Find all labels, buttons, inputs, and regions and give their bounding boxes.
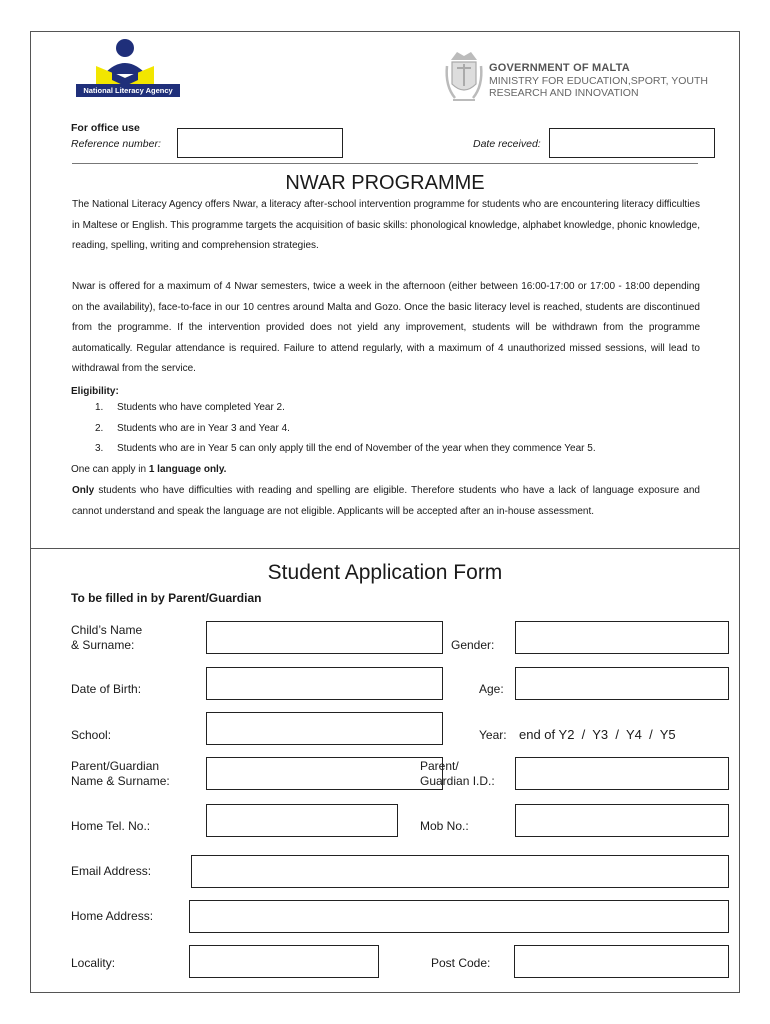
- locality-input[interactable]: [189, 945, 379, 978]
- parent-id-label-line2: Guardian I.D.:: [420, 774, 495, 788]
- mob-input[interactable]: [515, 804, 729, 837]
- school-label: School:: [71, 728, 112, 742]
- child-name-input[interactable]: [206, 621, 443, 654]
- eligibility-item: Students who are in Year 5 can only apply till the end of November of the year when they commence Year 5.: [117, 443, 596, 454]
- section-divider: [30, 548, 740, 549]
- programme-intro-paragraph: The National Literacy Agency offers Nwar, a literacy after-school intervention programme for students who are encountering literacy difficulties in Maltese or English. This programme targets the acquisition of basic skills: phonological knowledge, alphabet knowledge, phonic knowledge, reading, spelling, writing and comprehension strategies.: [72, 199, 700, 251]
- programme-details-paragraph: Nwar is offered for a maximum of 4 Nwar semesters, twice a week in the afternoon (either between 16:00-17:00 or 17:00 - 18:00 depending on the availability), face-to-face in our 10 centres around Malta and Gozo. Once the basic literacy level is reached, students are discontinued from the programme. If the intervention provided does not yield any improvement, students will be withdrawn from the programme automatically. Regular attendance is required. Failure to attend regularly, with a maximum of 4 unauthorized missed sessions, will lead to withdrawal from the service.: [72, 281, 700, 374]
- age-input[interactable]: [515, 667, 729, 700]
- office-use-heading: For office use: [71, 122, 140, 134]
- eligibility-heading: Eligibility:: [71, 386, 119, 397]
- eligibility-number: 3.: [95, 443, 104, 454]
- dob-input[interactable]: [206, 667, 443, 700]
- programme-title: NWAR PROGRAMME: [285, 172, 485, 194]
- eligibility-number: 1.: [95, 402, 104, 413]
- eligibility-number: 2.: [95, 423, 104, 434]
- malta-emblem-icon: [443, 46, 485, 108]
- child-name-label-line1: Child’s Name: [71, 623, 143, 637]
- date-received-label: Date received:: [473, 138, 541, 150]
- home-address-input[interactable]: [189, 900, 729, 933]
- parent-name-label-line1: Parent/Guardian: [71, 759, 160, 773]
- date-received-input[interactable]: [549, 128, 715, 158]
- post-code-label: Post Code:: [431, 956, 491, 970]
- language-note: [71, 464, 226, 475]
- school-input[interactable]: [206, 712, 443, 745]
- year-label: Year:: [479, 728, 507, 742]
- child-name-label-line2: & Surname:: [71, 638, 135, 652]
- eligibility-note-paragraph: [72, 481, 700, 522]
- parent-id-label: [420, 759, 495, 789]
- email-input[interactable]: [191, 855, 729, 888]
- eligibility-note-text: students who have difficulties with reading and spelling are eligible. Therefore students who have a lack of language exposure and cannot understand and speak the language are not eligible. Applicants will be accepted after an in-house assessment.: [72, 485, 700, 517]
- home-tel-label: Home Tel. No.:: [71, 819, 151, 833]
- gender-label: Gender:: [451, 638, 495, 652]
- year-options[interactable]: end of Y2 / Y3 / Y4 / Y5: [519, 727, 676, 742]
- form-title: Student Application Form: [267, 561, 503, 584]
- age-label: Age:: [479, 682, 504, 696]
- reference-number-label: Reference number:: [71, 138, 161, 150]
- child-name-label: [71, 623, 142, 653]
- parent-name-input[interactable]: [206, 757, 443, 790]
- eligibility-item: Students who have completed Year 2.: [117, 402, 285, 413]
- parent-name-label: [71, 759, 170, 789]
- home-address-label: Home Address:: [71, 909, 154, 923]
- post-code-input[interactable]: [514, 945, 729, 978]
- email-label: Email Address:: [71, 864, 152, 878]
- parent-id-label-line1: Parent/: [420, 759, 459, 773]
- form-subtitle: To be filled in by Parent/Guardian: [71, 591, 262, 605]
- home-tel-input[interactable]: [206, 804, 398, 837]
- mob-label: Mob No.:: [420, 819, 469, 833]
- dob-label: Date of Birth:: [71, 682, 142, 696]
- language-note-text: One can apply in: [71, 464, 149, 475]
- agency-logo-text: National Literacy Agency: [83, 86, 173, 95]
- language-note-bold: 1 language only.: [148, 464, 227, 475]
- ministry-line-2: RESEARCH AND INNOVATION: [489, 87, 639, 99]
- gov-name: GOVERNMENT OF MALTA: [489, 62, 630, 74]
- header-rule: [72, 163, 698, 164]
- parent-id-input[interactable]: [515, 757, 729, 790]
- locality-label: Locality:: [71, 956, 116, 970]
- ministry-line-1: MINISTRY FOR EDUCATION,SPORT, YOUTH: [489, 75, 708, 87]
- parent-name-label-line2: Name & Surname:: [71, 774, 170, 788]
- only-bold: Only: [72, 485, 95, 496]
- eligibility-item: Students who are in Year 3 and Year 4.: [117, 423, 290, 434]
- gender-input[interactable]: [515, 621, 729, 654]
- reference-number-input[interactable]: [177, 128, 343, 158]
